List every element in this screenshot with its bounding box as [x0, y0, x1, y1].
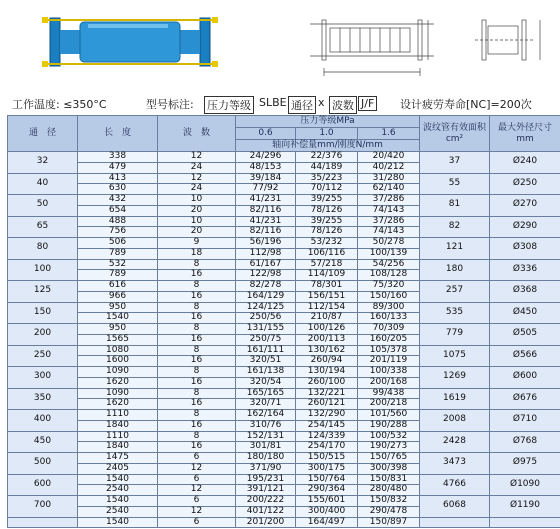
cell-dn: 600 — [8, 474, 78, 496]
cell-p2: 78/126 — [296, 205, 358, 216]
cell-p2: 290/364 — [296, 485, 358, 496]
cell-waves: 8 — [158, 410, 236, 421]
cell-p2: 106/116 — [296, 248, 358, 259]
cell-p3: 54/256 — [358, 259, 420, 270]
cell-length: 1110 — [78, 431, 158, 442]
cell-waves: 18 — [158, 248, 236, 259]
cell-dn: 450 — [8, 431, 78, 453]
cell-p2: 130/194 — [296, 367, 358, 378]
cell-p2: 112/154 — [296, 302, 358, 313]
cell-p3: 190/288 — [358, 420, 420, 431]
cell-p3: 160/133 — [358, 313, 420, 324]
cell-p2: 78/301 — [296, 281, 358, 292]
cell-length: 1110 — [78, 410, 158, 421]
cell-waves: 8 — [158, 431, 236, 442]
cell-p1: 82/278 — [236, 281, 296, 292]
cell-dn: 32 — [8, 152, 78, 174]
expansion-joint-photo — [40, 12, 230, 72]
cell-waves: 24 — [158, 162, 236, 173]
cell-p1: 48/153 — [236, 162, 296, 173]
header-pressure: 压力等级MPa — [236, 116, 420, 128]
cell-od: Ø676 — [490, 388, 560, 410]
cell-p3: 190/273 — [358, 442, 420, 453]
cell-length: 789 — [78, 248, 158, 259]
cell-p2: 22/376 — [296, 152, 358, 163]
cell-p3: 20/420 — [358, 152, 420, 163]
cell-p1: 131/155 — [236, 324, 296, 335]
cell-p2: 254/145 — [296, 420, 358, 431]
header-dn: 通 径 — [8, 116, 78, 152]
cell-p1: 391/121 — [236, 485, 296, 496]
table-row — [8, 216, 560, 227]
cell-p2: 39/255 — [296, 195, 358, 206]
cell-p3: 200/168 — [358, 377, 420, 388]
cell-od: Ø450 — [490, 302, 560, 324]
cell-length: 616 — [78, 281, 158, 292]
spec-table-body — [8, 152, 560, 528]
cell-od: Ø768 — [490, 431, 560, 453]
cell-waves: 12 — [158, 173, 236, 184]
cell-length: 950 — [78, 324, 158, 335]
cell-p2: 124/339 — [296, 431, 358, 442]
cell-p2: 155/601 — [296, 496, 358, 507]
cell-p1: 24/296 — [236, 152, 296, 163]
cell-p2: 53/232 — [296, 238, 358, 249]
cell-waves: 6 — [158, 517, 236, 528]
cell-area: 535 — [420, 302, 490, 324]
cell-length: 1620 — [78, 399, 158, 410]
cell-area: 1619 — [420, 388, 490, 410]
cell-waves: 12 — [158, 506, 236, 517]
cell-length: 1540 — [78, 517, 158, 528]
cell-p1: 165/165 — [236, 388, 296, 399]
cell-p3: 105/378 — [358, 345, 420, 356]
cell-waves: 16 — [158, 356, 236, 367]
cell-p1: 320/54 — [236, 377, 296, 388]
cell-p2: 132/221 — [296, 388, 358, 399]
cell-waves: 16 — [158, 442, 236, 453]
cell-p3: 37/286 — [358, 195, 420, 206]
cell-od: Ø240 — [490, 152, 560, 174]
fatigue-life: 设计疲劳寿命[NC]=200次 — [400, 98, 532, 111]
cell-area: 2428 — [420, 431, 490, 453]
cell-p2: 300/400 — [296, 506, 358, 517]
cell-waves: 8 — [158, 302, 236, 313]
cell-p3: 280/480 — [358, 485, 420, 496]
cell-od: Ø1190 — [490, 496, 560, 518]
cell-length: 532 — [78, 259, 158, 270]
cell-length: 630 — [78, 184, 158, 195]
table-row — [8, 367, 560, 378]
cell-length: 654 — [78, 205, 158, 216]
cell-p1: 41/231 — [236, 216, 296, 227]
cell-waves: 16 — [158, 313, 236, 324]
cell-length: 2405 — [78, 463, 158, 474]
cell-waves: 8 — [158, 281, 236, 292]
cell-waves: 12 — [158, 463, 236, 474]
cell-waves: 8 — [158, 367, 236, 378]
cell-dn: 65 — [8, 216, 78, 238]
cell-p1: 152/131 — [236, 431, 296, 442]
cell-dn: 350 — [8, 388, 78, 410]
cell-p3: 150/897 — [358, 517, 420, 528]
cell-p1: 180/180 — [236, 453, 296, 464]
header-p2: 1.0 — [296, 128, 358, 140]
cell-od: Ø368 — [490, 281, 560, 303]
cell-p2: 132/290 — [296, 410, 358, 421]
cell-length: 479 — [78, 162, 158, 173]
cell-p1: 77/92 — [236, 184, 296, 195]
cell-p1: 164/129 — [236, 291, 296, 302]
cell-area: 81 — [420, 195, 490, 217]
cell-od: Ø270 — [490, 195, 560, 217]
cell-waves: 12 — [158, 152, 236, 163]
cell-p2: 300/175 — [296, 463, 358, 474]
cell-p1: 301/81 — [236, 442, 296, 453]
cell-length: 1540 — [78, 313, 158, 324]
cell-waves: 6 — [158, 474, 236, 485]
cell-p1: 56/196 — [236, 238, 296, 249]
cell-length: 1090 — [78, 388, 158, 399]
cell-length: 338 — [78, 152, 158, 163]
cell-waves: 24 — [158, 184, 236, 195]
cell-waves: 20 — [158, 205, 236, 216]
table-row — [8, 345, 560, 356]
cell-p1: 112/98 — [236, 248, 296, 259]
cell-p1: 310/76 — [236, 420, 296, 431]
cell-p1: 250/75 — [236, 334, 296, 345]
cell-dn: 150 — [8, 302, 78, 324]
table-row — [8, 238, 560, 249]
model-part-dn: 通径 — [288, 96, 316, 114]
cell-p1: 122/98 — [236, 270, 296, 281]
cell-area: 1075 — [420, 345, 490, 367]
header-length: 长 度 — [78, 116, 158, 152]
cell-p1: 250/56 — [236, 313, 296, 324]
cell-p1: 162/164 — [236, 410, 296, 421]
working-temperature: 工作温度: ≤350°C — [12, 98, 107, 111]
cell-length: 1090 — [78, 367, 158, 378]
cell-area: 55 — [420, 173, 490, 195]
cell-p3: 74/143 — [358, 205, 420, 216]
model-part-x: x — [318, 96, 325, 109]
cell-area: 3473 — [420, 453, 490, 475]
cell-length: 2540 — [78, 506, 158, 517]
cell-p3: 75/320 — [358, 281, 420, 292]
header-p3: 1.6 — [358, 128, 420, 140]
model-part-end: J/F — [358, 96, 377, 111]
cell-od: Ø975 — [490, 453, 560, 475]
cell-dn: 500 — [8, 453, 78, 475]
cell-length: 1840 — [78, 420, 158, 431]
cell-area: 2008 — [420, 410, 490, 432]
cell-p3: 160/205 — [358, 334, 420, 345]
cell-p1: 124/125 — [236, 302, 296, 313]
cell-waves: 9 — [158, 238, 236, 249]
cell-p1: 401/122 — [236, 506, 296, 517]
table-row — [8, 453, 560, 464]
table-row — [8, 173, 560, 184]
table-row — [8, 410, 560, 421]
cell-p1: 200/222 — [236, 496, 296, 507]
cell-p1: 82/116 — [236, 205, 296, 216]
header-od: 最大外径尺寸mm — [490, 116, 560, 152]
cell-length: 2540 — [78, 485, 158, 496]
spec-table — [7, 115, 560, 528]
cell-od: Ø710 — [490, 410, 560, 432]
cell-p3: 40/212 — [358, 162, 420, 173]
cell-waves: 10 — [158, 216, 236, 227]
cell-length: 432 — [78, 195, 158, 206]
cell-p1: 201/200 — [236, 517, 296, 528]
cell-p1: 161/138 — [236, 367, 296, 378]
cell-waves: 20 — [158, 227, 236, 238]
spec-table-container — [7, 115, 560, 529]
table-row — [8, 474, 560, 485]
cell-waves: 16 — [158, 270, 236, 281]
cell-p3: 100/532 — [358, 431, 420, 442]
cell-dn: 700 — [8, 496, 78, 518]
cell-p2: 200/113 — [296, 334, 358, 345]
cell-p1: 320/51 — [236, 356, 296, 367]
cell-p1: 320/71 — [236, 399, 296, 410]
cell-p2: 35/223 — [296, 173, 358, 184]
cell-p2: 100/126 — [296, 324, 358, 335]
cell-dn: 100 — [8, 259, 78, 281]
cell-p2: 130/162 — [296, 345, 358, 356]
cell-p2: 260/94 — [296, 356, 358, 367]
cell-p3: 300/398 — [358, 463, 420, 474]
cell-length: 506 — [78, 238, 158, 249]
cell-p3: 100/338 — [358, 367, 420, 378]
cell-p3: 108/128 — [358, 270, 420, 281]
header-compensation: 轴向补偿量mm/刚度N/mm — [236, 140, 420, 152]
cell-waves: 16 — [158, 399, 236, 410]
cell-p2: 70/112 — [296, 184, 358, 195]
cell-p2: 39/255 — [296, 216, 358, 227]
table-row — [8, 152, 560, 163]
cell-od-empty — [490, 517, 560, 528]
cell-area: 257 — [420, 281, 490, 303]
cell-length: 756 — [78, 227, 158, 238]
cell-p1: 61/167 — [236, 259, 296, 270]
cell-length: 1540 — [78, 496, 158, 507]
cell-od: Ø505 — [490, 324, 560, 346]
cell-dn: 125 — [8, 281, 78, 303]
table-row — [8, 388, 560, 399]
cell-dn: 250 — [8, 345, 78, 367]
table-row — [8, 431, 560, 442]
cell-p2: 156/151 — [296, 291, 358, 302]
cell-od: Ø1090 — [490, 474, 560, 496]
cell-p3: 150/765 — [358, 453, 420, 464]
cell-od: Ø566 — [490, 345, 560, 367]
cell-area: 180 — [420, 259, 490, 281]
model-part-series: SLBE — [259, 96, 287, 109]
cell-p3: 201/119 — [358, 356, 420, 367]
table-row-trailing — [8, 517, 560, 528]
cell-dn: 50 — [8, 195, 78, 217]
cell-length: 1840 — [78, 442, 158, 453]
cell-p1: 82/116 — [236, 227, 296, 238]
cell-p2: 260/100 — [296, 377, 358, 388]
cell-length: 1475 — [78, 453, 158, 464]
cell-p3: 62/140 — [358, 184, 420, 195]
cell-p3: 150/160 — [358, 291, 420, 302]
cell-dn-empty — [8, 517, 78, 528]
cell-od: Ø308 — [490, 238, 560, 260]
model-part-waves: 波数 — [329, 96, 357, 114]
cell-area: 779 — [420, 324, 490, 346]
cell-dn: 200 — [8, 324, 78, 346]
cell-p2: 210/87 — [296, 313, 358, 324]
dimension-drawing — [300, 2, 556, 84]
cell-p2: 57/218 — [296, 259, 358, 270]
model-part-pressure: 压力等级 — [204, 96, 254, 114]
cell-p3: 290/478 — [358, 506, 420, 517]
cell-od: Ø336 — [490, 259, 560, 281]
cell-p1: 161/111 — [236, 345, 296, 356]
cell-area: 4766 — [420, 474, 490, 496]
cell-p2: 44/189 — [296, 162, 358, 173]
header-p1: 0.6 — [236, 128, 296, 140]
model-label: 型号标注: — [146, 98, 194, 111]
cell-waves: 8 — [158, 324, 236, 335]
cell-od: Ø290 — [490, 216, 560, 238]
cell-area: 6068 — [420, 496, 490, 518]
cell-waves: 16 — [158, 420, 236, 431]
cell-p3: 101/560 — [358, 410, 420, 421]
header-images — [0, 0, 560, 92]
cell-waves: 8 — [158, 259, 236, 270]
cell-length: 1080 — [78, 345, 158, 356]
header-area: 波纹管有效面积cm² — [420, 116, 490, 152]
cell-p2: 150/764 — [296, 474, 358, 485]
cell-p3: 50/278 — [358, 238, 420, 249]
cell-waves: 16 — [158, 377, 236, 388]
table-row — [8, 259, 560, 270]
cell-p3: 37/286 — [358, 216, 420, 227]
cell-length: 488 — [78, 216, 158, 227]
cell-area-empty — [420, 517, 490, 528]
cell-length: 789 — [78, 270, 158, 281]
cell-area: 82 — [420, 216, 490, 238]
cell-p3: 74/143 — [358, 227, 420, 238]
cell-waves: 6 — [158, 453, 236, 464]
cell-length: 966 — [78, 291, 158, 302]
cell-length: 1540 — [78, 474, 158, 485]
table-row — [8, 195, 560, 206]
table-row — [8, 302, 560, 313]
cell-dn: 80 — [8, 238, 78, 260]
table-row — [8, 281, 560, 292]
cell-p3: 200/218 — [358, 399, 420, 410]
cell-waves: 8 — [158, 388, 236, 399]
cell-length: 1620 — [78, 377, 158, 388]
cell-dn: 400 — [8, 410, 78, 432]
cell-p2: 260/121 — [296, 399, 358, 410]
table-row — [8, 496, 560, 507]
cell-p3: 70/309 — [358, 324, 420, 335]
cell-od: Ø250 — [490, 173, 560, 195]
cell-waves: 10 — [158, 195, 236, 206]
cell-area: 1269 — [420, 367, 490, 389]
cell-waves: 16 — [158, 291, 236, 302]
cell-p2: 254/170 — [296, 442, 358, 453]
cell-length: 413 — [78, 173, 158, 184]
cell-waves: 6 — [158, 496, 236, 507]
cell-p2: 150/515 — [296, 453, 358, 464]
cell-p1: 195/231 — [236, 474, 296, 485]
cell-waves: 16 — [158, 334, 236, 345]
cell-p3: 100/139 — [358, 248, 420, 259]
cell-p2: 114/109 — [296, 270, 358, 281]
cell-waves: 12 — [158, 485, 236, 496]
spec-line — [0, 94, 560, 112]
cell-od: Ø600 — [490, 367, 560, 389]
cell-dn: 300 — [8, 367, 78, 389]
cell-length: 1600 — [78, 356, 158, 367]
cell-p1: 371/90 — [236, 463, 296, 474]
cell-area: 121 — [420, 238, 490, 260]
cell-p3: 99/438 — [358, 388, 420, 399]
cell-p3: 150/832 — [358, 496, 420, 507]
cell-p1: 41/231 — [236, 195, 296, 206]
cell-dn: 40 — [8, 173, 78, 195]
table-row — [8, 324, 560, 335]
cell-p2: 164/497 — [296, 517, 358, 528]
header-waves: 波 数 — [158, 116, 236, 152]
cell-area: 37 — [420, 152, 490, 174]
cell-waves: 8 — [158, 345, 236, 356]
cell-p3: 150/831 — [358, 474, 420, 485]
cell-p3: 31/280 — [358, 173, 420, 184]
cell-p2: 78/126 — [296, 227, 358, 238]
cell-p1: 39/184 — [236, 173, 296, 184]
cell-length: 1565 — [78, 334, 158, 345]
cell-length: 950 — [78, 302, 158, 313]
cell-p3: 89/300 — [358, 302, 420, 313]
